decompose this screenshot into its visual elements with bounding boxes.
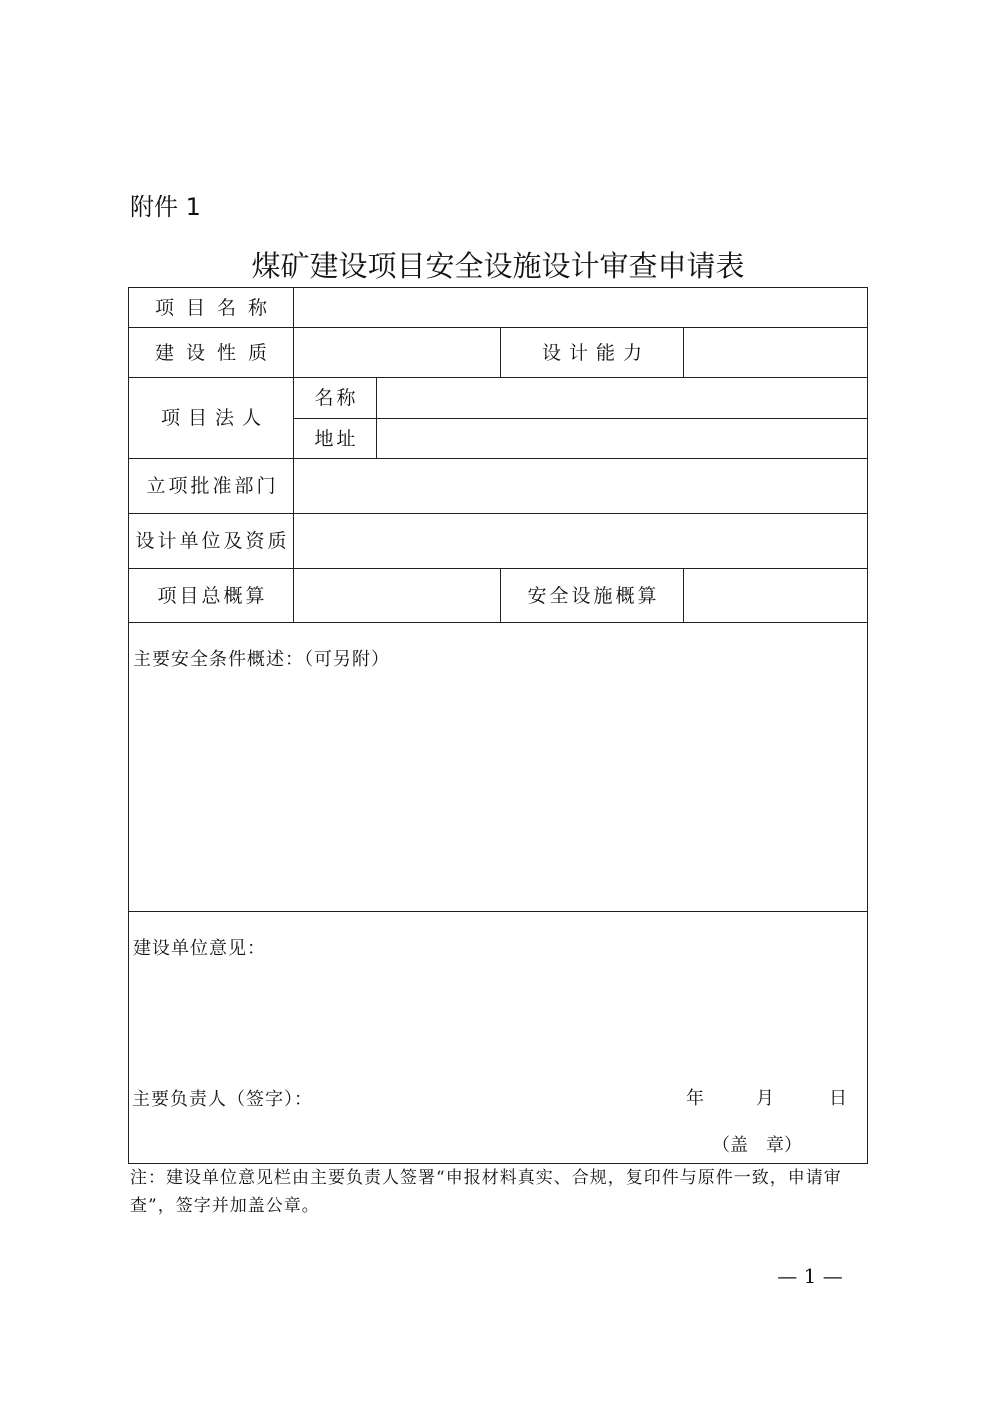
opinion-label: 建设单位意见： bbox=[133, 938, 266, 959]
legal-name-field[interactable] bbox=[376, 377, 868, 419]
safety-summary-label: 主要安全条件概述：（可另附） bbox=[133, 649, 390, 670]
design-capacity-field[interactable] bbox=[683, 327, 868, 378]
safety-summary-box[interactable] bbox=[128, 622, 868, 912]
construction-nature-label: 建设性质 bbox=[128, 327, 294, 378]
form-title: 煤矿建设项目安全设施设计审查申请表 bbox=[251, 249, 745, 283]
project-name-field[interactable] bbox=[293, 287, 868, 328]
design-capacity-label: 设计能力 bbox=[500, 327, 684, 378]
legal-person-label: 项目法人 bbox=[128, 377, 294, 459]
approval-dept-field[interactable] bbox=[293, 458, 868, 514]
attachment-label: 附件 1 bbox=[130, 193, 201, 221]
legal-address-field[interactable] bbox=[376, 418, 868, 459]
design-unit-label: 设计单位及资质 bbox=[128, 513, 294, 569]
legal-name-label: 名称 bbox=[293, 377, 377, 419]
safety-budget-label: 安全设施概算 bbox=[500, 568, 684, 623]
safety-budget-field[interactable] bbox=[683, 568, 868, 623]
seal-label: （盖 章） bbox=[712, 1135, 802, 1156]
approval-dept-label: 立项批准部门 bbox=[128, 458, 294, 514]
design-unit-field[interactable] bbox=[293, 513, 868, 569]
signer-label: 主要负责人（签字）： bbox=[132, 1089, 313, 1110]
page-number: — 1 — bbox=[777, 1264, 843, 1288]
construction-nature-field[interactable] bbox=[293, 327, 501, 378]
project-name-label: 项目名称 bbox=[128, 287, 294, 328]
legal-address-label: 地址 bbox=[293, 418, 377, 459]
total-budget-field[interactable] bbox=[293, 568, 501, 623]
month-label: 月 bbox=[756, 1088, 774, 1109]
year-label: 年 bbox=[686, 1088, 704, 1109]
footnote: 注：建设单位意见栏由主要负责人签署“申报材料真实、合规，复印件与原件一致，申请审查”，签字并加盖公章。 bbox=[130, 1168, 842, 1216]
day-label: 日 bbox=[829, 1088, 847, 1109]
opinion-box[interactable] bbox=[128, 911, 868, 1164]
total-budget-label: 项目总概算 bbox=[128, 568, 294, 623]
